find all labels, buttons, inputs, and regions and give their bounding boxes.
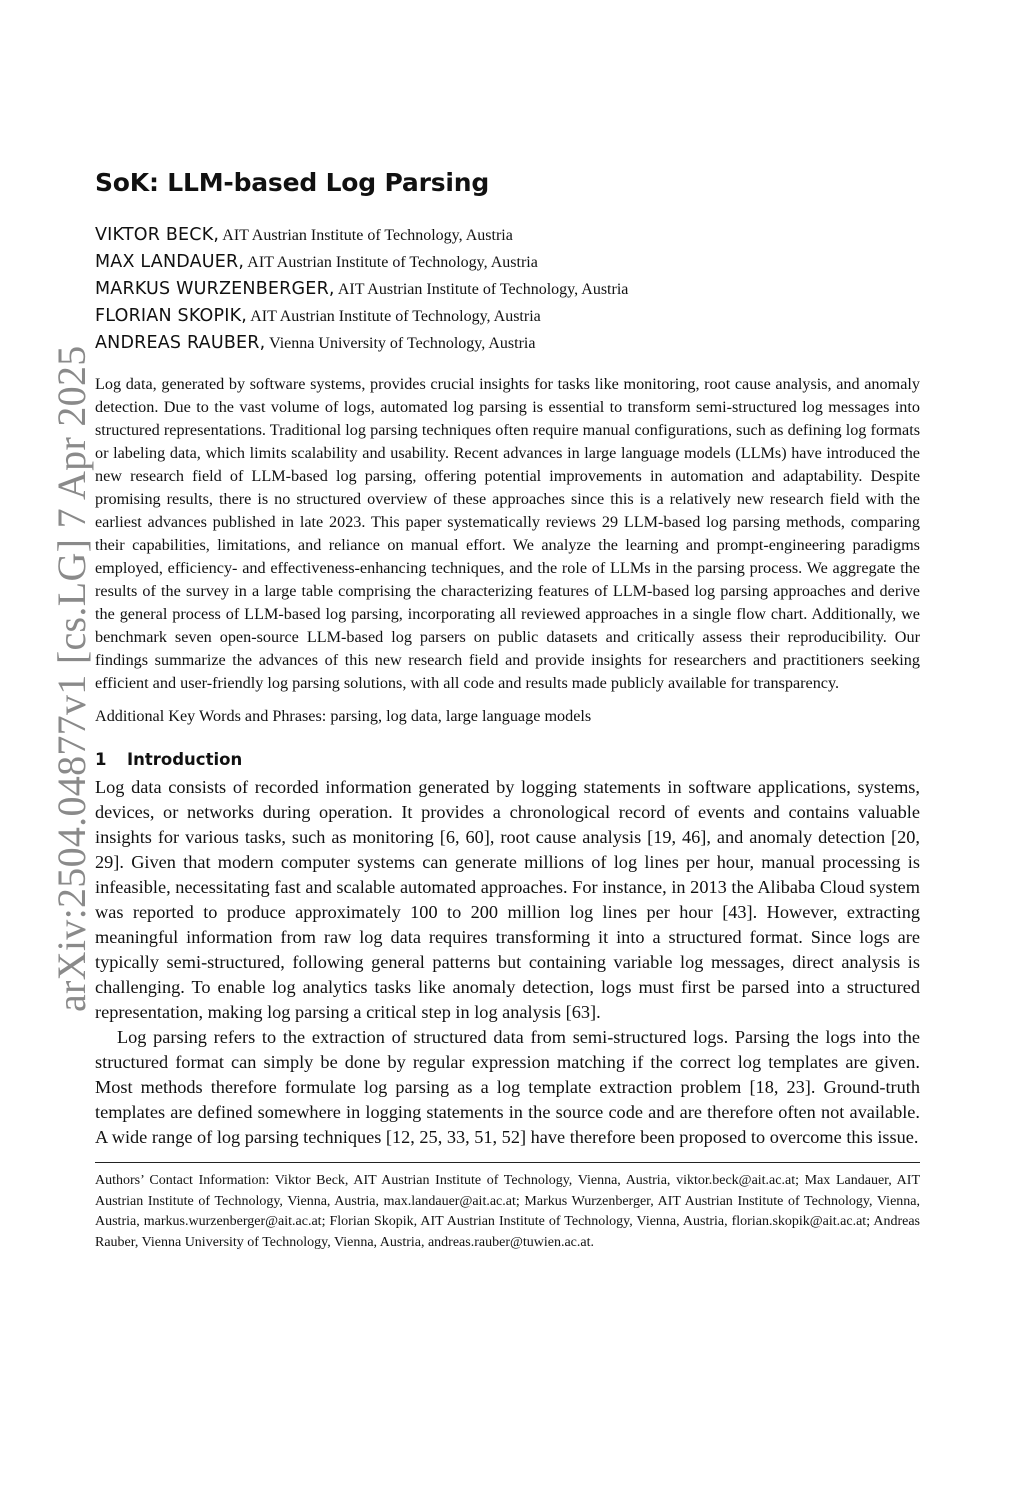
author-entry	[95, 330, 920, 357]
author-name: ANDREAS RAUBER,	[95, 333, 266, 353]
section-number: 1	[95, 750, 107, 769]
author-entry	[95, 276, 920, 303]
section-title: Introduction	[127, 750, 243, 769]
footnote-divider	[95, 1162, 920, 1163]
author-affiliation: Vienna University of Technology, Austria	[269, 335, 536, 352]
author-entry	[95, 222, 920, 249]
author-affiliation: AIT Austrian Institute of Technology, Austria	[222, 227, 513, 244]
abstract: Log data, generated by software systems, provides crucial insights for tasks like monitoring, root cause analysis, and anomaly detection. Due to the vast volume of logs, automated log parsing is essential to transform semi-structured log messages into structured representations. Traditional log parsing techniques often require manual configurations, such as defining log formats or labeling data, which limits scalability and usability. Recent advances in large language models (LLMs) have introduced the new research field of LLM-based log parsing, offering potential improvements in automation and adaptability. Despite promising results, there is no structured overview of these approaches since this is a relatively new research field with the earliest advances published in late 2023. This paper systematically reviews 29 LLM-based log parsing methods, comparing their capabilities, limitations, and reliance on manual effort. We analyze the learning and prompt-engineering paradigms employed, efficiency- and effectiveness-enhancing techniques, and the role of LLMs in the parsing process. We aggregate the results of the survey in a large table comprising the characterizing features of LLM-based log parsing approaches and derive the general process of LLM-based log parsing, incorporating all reviewed approaches in a single flow chart. Additionally, we benchmark seven open-source LLM-based log parsers on public datasets and critically assess their reproducibility. Our findings summarize the advances of this new research field and provide insights for researchers and practitioners seeking efficient and user-friendly log parsing solutions, with all code and results made publicly available for transparency.	[95, 375, 920, 692]
author-affiliation: AIT Austrian Institute of Technology, Austria	[250, 308, 541, 325]
author-name: MARKUS WURZENBERGER,	[95, 279, 335, 299]
arxiv-identifier-stamp: arXiv:2504.04877v1 [cs.LG] 7 Apr 2025	[49, 345, 94, 1012]
section-heading-introduction	[95, 750, 920, 769]
paper-title: SoK: LLM-based Log Parsing	[95, 168, 490, 197]
author-list	[95, 222, 920, 357]
author-affiliation: AIT Austrian Institute of Technology, Austria	[247, 254, 538, 271]
author-name: MAX LANDAUER,	[95, 252, 245, 272]
body-paragraph: Log data consists of recorded information generated by logging statements in software applications, systems, devices, or networks during operation. It provides a chronological record of events and contains valuable insights for various tasks, such as monitoring [6, 60], root cause analysis [19, 46], and anomaly detection [20, 29]. Given that modern computer systems can generate millions of log lines per hour, manual processing is infeasible, necessitating fast and scalable automated approaches. For instance, in 2013 the Alibaba Cloud system was reported to produce approximately 100 to 200 million log lines per hour [43]. However, extracting meaningful information from raw log data requires transforming it into a structured format. Since logs are typically semi-structured, following general patterns but containing variable log messages, direct analysis is challenging. To enable log analytics tasks like anomaly detection, logs must first be parsed into a structured representation, making log parsing a critical step in log analysis [63].	[95, 777, 920, 1022]
author-entry	[95, 303, 920, 330]
body-paragraph: Log parsing refers to the extraction of structured data from semi-structured logs. Parsing the logs into the structured format can simply be done by regular expression matching if the correct log templates are given. Most methods therefore formulate log parsing as a log template extraction problem [18, 23]. Ground-truth templates are defined somewhere in logging statements in the source code and are therefore often not available. A wide range of log parsing techniques [12, 25, 33, 51, 52] have therefore been proposed to overcome this issue.	[95, 1027, 920, 1147]
author-name: FLORIAN SKOPIK,	[95, 306, 248, 326]
author-name: VIKTOR BECK,	[95, 225, 220, 245]
author-affiliation: AIT Austrian Institute of Technology, Austria	[337, 281, 629, 298]
keywords: Additional Key Words and Phrases: parsing, log data, large language models	[95, 707, 592, 725]
author-contact-footnote: Authors’ Contact Information: Viktor Beck, AIT Austrian Institute of Technology, Vienna, Austria, viktor.beck@ait.ac.at; Max Landauer, AIT Austrian Institute of Technology, Vienna, Austria, max.landauer@ait.ac.at; Markus Wurzenberger, AIT Austrian Institute of Technology, Vienna, Austria, markus.wurzenberger@ait.ac.at; Florian Skopik, AIT Austrian Institute of Technology, Vienna, Austria, florian.skopik@ait.ac.at; Andreas Rauber, Vienna University of Technology, Vienna, Austria, andreas.rauber@tuwien.ac.at.	[95, 1173, 920, 1251]
author-entry	[95, 249, 920, 276]
paper-page	[95, 168, 920, 1254]
